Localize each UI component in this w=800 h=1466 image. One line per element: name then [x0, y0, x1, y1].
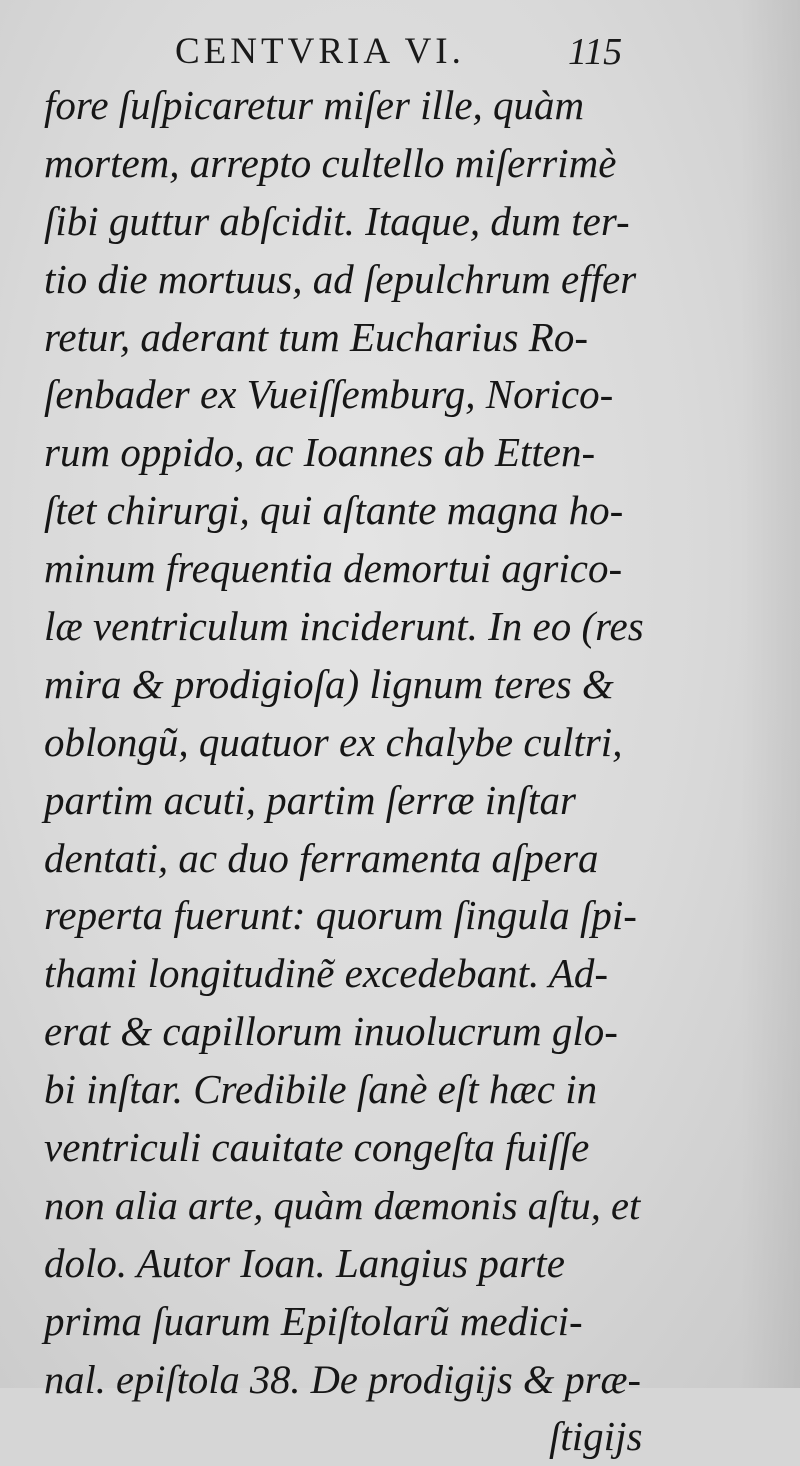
text-line: nal. epiſtola 38. De prodigijs & præ- — [44, 1356, 641, 1402]
page-number: 115 — [568, 31, 623, 73]
text-line: rum oppido, ac Ioannes ab Etten- — [44, 429, 596, 476]
text-line: ſenbader ex Vueiſſemburg, Norico- — [44, 371, 614, 418]
text-line: non alia arte, quàm dæmonis aſtu, et — [44, 1182, 641, 1228]
text-line: mortem, arrepto cultello miſerrimè — [44, 139, 617, 186]
text-line: minum frequentia demortui agrico- — [44, 545, 623, 592]
text-line: oblongũ, quatuor ex chalybe cultri, — [44, 718, 623, 765]
text-line: partim acuti, partim ſerræ inſtar — [44, 776, 576, 823]
running-head: CENTVRIA VI. — [175, 31, 465, 72]
text-line: bi inſtar. Credibile ſanè eſt hæc in — [44, 1066, 598, 1113]
text-line: ſtet chirurgi, qui aſtante magna ho- — [44, 487, 624, 534]
catchword: ſtigijs — [549, 1413, 643, 1460]
text-line: reperta fuerunt: quorum ſingula ſpi- — [44, 892, 637, 939]
text-line: dentati, ac duo ferramenta aſpera — [44, 834, 599, 881]
text-line: dolo. Autor Ioan. Langius parte — [44, 1239, 565, 1286]
text-line: tio die mortuus, ad ſepulchrum effer — [44, 255, 637, 302]
text-line: ſibi guttur abſcidit. Itaque, dum ter- — [44, 197, 630, 244]
body-text — [44, 77, 644, 1466]
text-line: ventriculi cauitate congeſta fuiſſe — [44, 1124, 590, 1171]
text-line: erat & capillorum inuolucrum glo- — [44, 1008, 618, 1055]
text-line: læ ventriculum inciderunt. In eo (res — [44, 603, 644, 650]
text-line: mira & prodigioſa) lignum teres & — [44, 660, 614, 707]
text-line: retur, aderant tum Eucharius Ro- — [44, 313, 588, 360]
text-line: thami longitudinẽ excedebant. Ad- — [44, 950, 608, 997]
text-line: fore ſuſpicaretur miſer ille, quàm — [44, 82, 585, 128]
page-edge-shadow — [740, 0, 800, 1388]
text-line: prima ſuarum Epiſtolarũ medici- — [44, 1297, 583, 1344]
